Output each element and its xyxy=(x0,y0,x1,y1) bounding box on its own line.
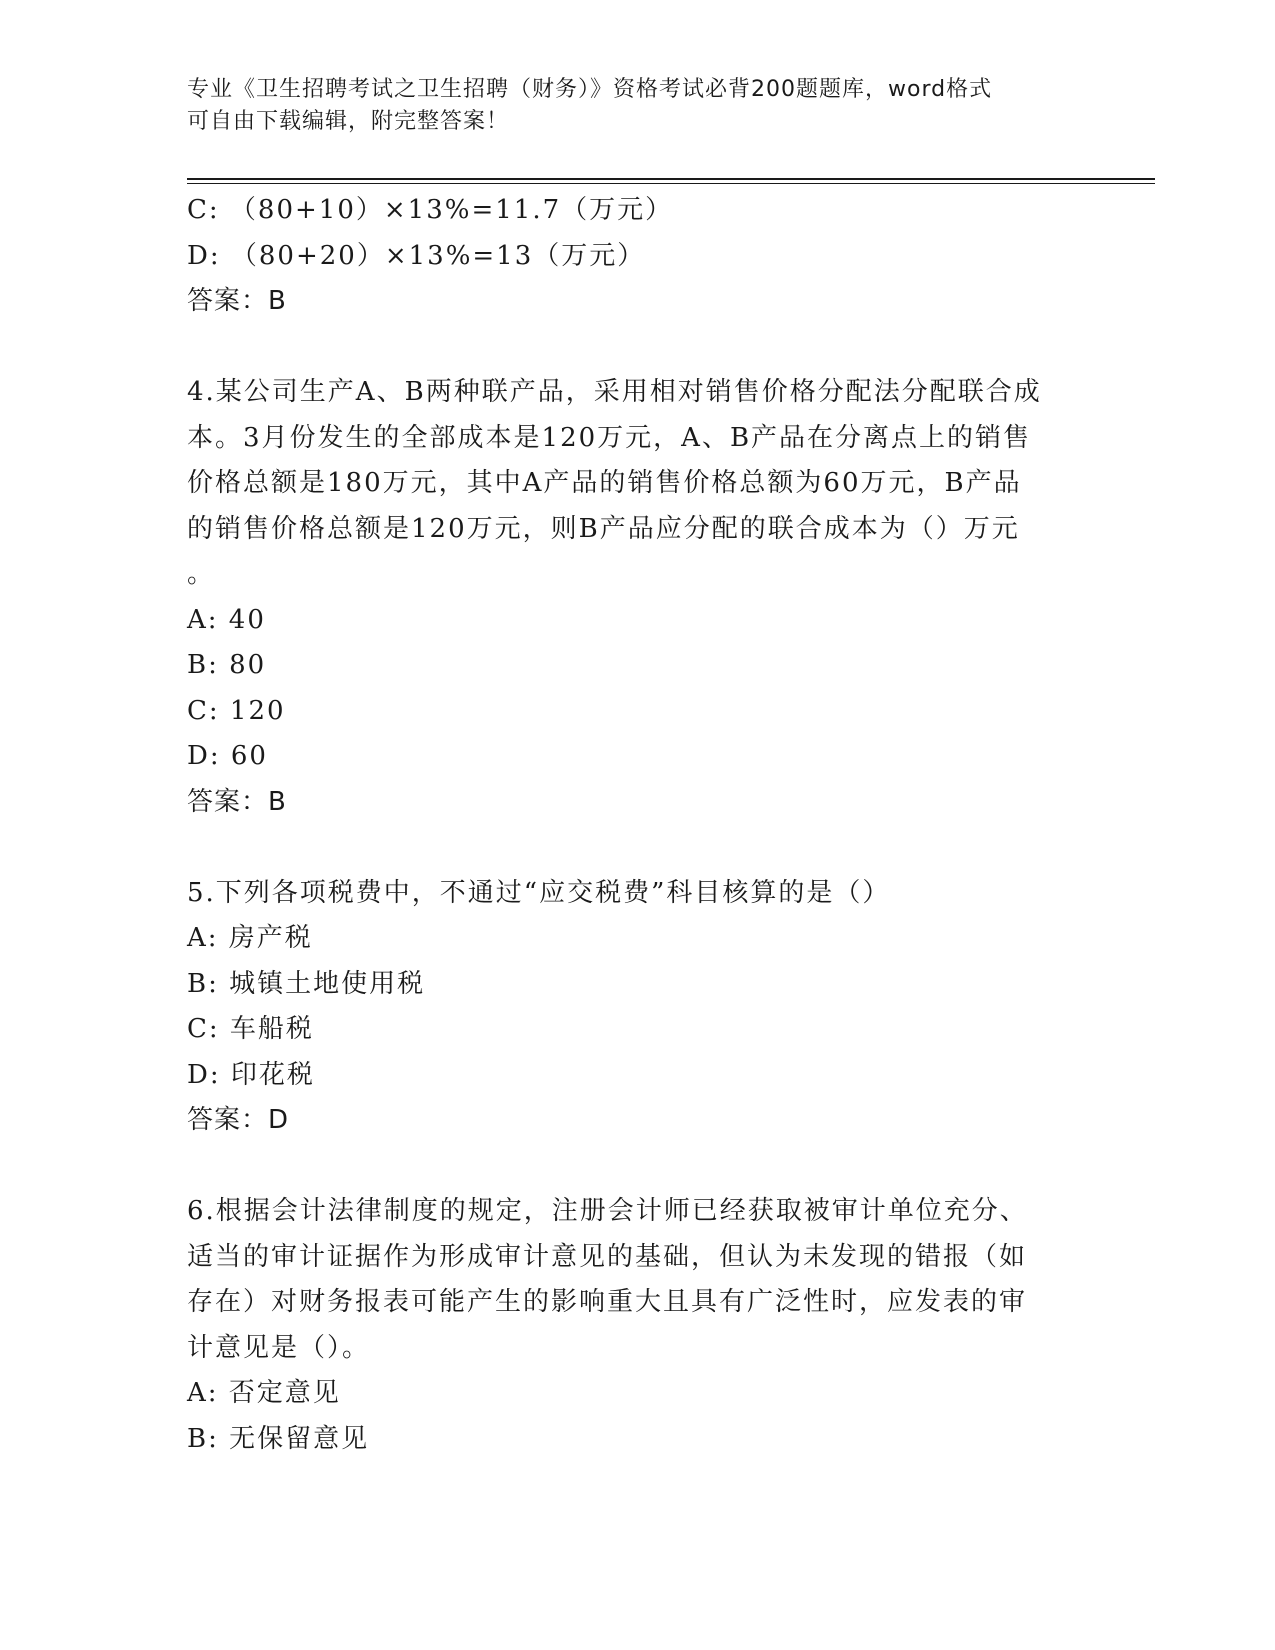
option-b: B: 80 xyxy=(187,650,267,680)
question-3-continuation xyxy=(187,188,1077,325)
question-6 xyxy=(187,1189,1077,1462)
question-5 xyxy=(187,871,1077,1144)
spacer xyxy=(187,325,1077,371)
header-rule-thick xyxy=(187,178,1155,180)
option-b: B: 无保留意见 xyxy=(187,1423,370,1454)
spacer xyxy=(187,825,1077,871)
question-stem-line: 计意见是（）。 xyxy=(187,1332,371,1363)
option-a: A: 40 xyxy=(187,604,266,635)
header-rule-thin xyxy=(187,183,1155,184)
answer-line: 答案：B xyxy=(187,786,287,817)
question-stem-line: 价格总额是180万元，其中A产品的销售价格总额为60万元，B产品 xyxy=(187,468,1022,498)
header-line-1: 专业《卫生招聘考试之卫生招聘（财务）》资格考试必背200题题库，word格式 xyxy=(187,77,993,102)
document-header xyxy=(187,74,1087,138)
spacer xyxy=(187,1144,1077,1190)
option-d: D: （80+20）×13%=13（万元） xyxy=(187,240,646,271)
option-c: C: （80+10）×13%=11.7（万元） xyxy=(187,195,674,225)
question-stem-line: 。 xyxy=(187,559,216,589)
question-stem-line: 的销售价格总额是120万元，则B产品应分配的联合成本为（）万元 xyxy=(187,513,1020,544)
question-stem-line: 存在）对财务报表可能产生的影响重大且具有广泛性时，应发表的审 xyxy=(187,1287,1028,1317)
option-c: C: 120 xyxy=(187,695,286,726)
option-d: D: 印花税 xyxy=(187,1059,315,1090)
question-stem-line: 6.根据会计法律制度的规定，注册会计师已经获取被审计单位充分、 xyxy=(187,1196,1028,1226)
option-a: A: 房产税 xyxy=(187,923,313,953)
document-body xyxy=(187,188,1077,1462)
option-a: A: 否定意见 xyxy=(187,1378,341,1408)
question-stem-line: 适当的审计证据作为形成审计意见的基础，但认为未发现的错报（如 xyxy=(187,1241,1028,1272)
question-stem-line: 本。3月份发生的全部成本是120万元，A、B产品在分离点上的销售 xyxy=(187,422,1032,453)
option-c: C: 车船税 xyxy=(187,1014,314,1044)
question-4 xyxy=(187,370,1077,825)
option-d: D: 60 xyxy=(187,741,268,771)
header-line-2: 可自由下载编辑，附完整答案！ xyxy=(187,109,510,134)
question-stem-line: 4.某公司生产A、B两种联产品，采用相对销售价格分配法分配联合成 xyxy=(187,377,1042,407)
answer-line: 答案：B xyxy=(187,286,287,316)
answer-line: 答案：D xyxy=(187,1105,290,1135)
question-stem-line: 5.下列各项税费中，不通过“应交税费”科目核算的是（） xyxy=(187,877,891,908)
option-b: B: 城镇土地使用税 xyxy=(187,968,426,999)
